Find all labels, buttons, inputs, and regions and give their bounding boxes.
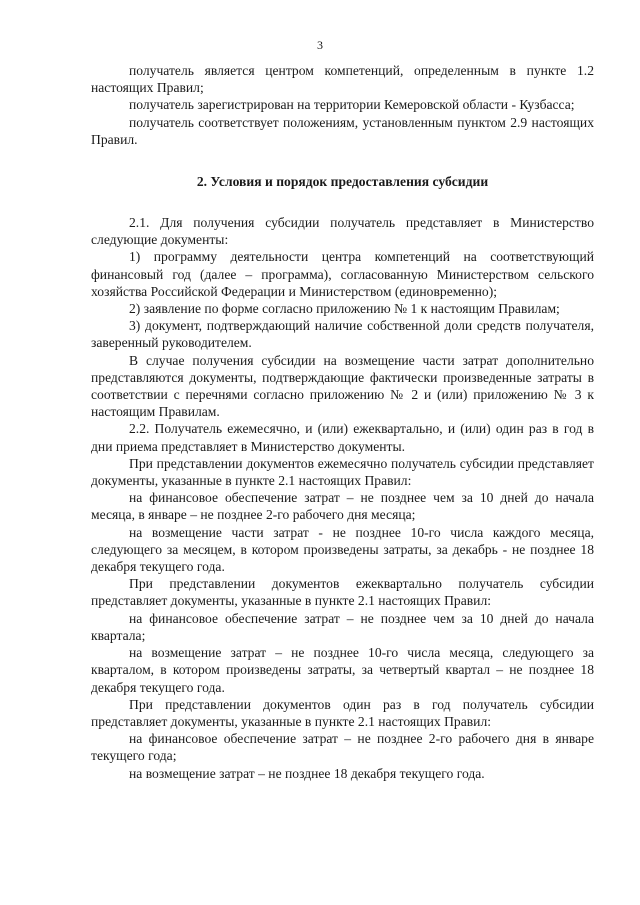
page-number: 3 xyxy=(317,38,323,52)
paragraph-additional-documents: В случае получения субсидии на возмещение части затрат дополнительно представляются документы, подтверждающие фактически произведенные затраты в соответствии с перечнями согласно приложению № 2 и (или) приложению № 3 к настоящим Правилам. xyxy=(91,352,594,420)
paragraph-2-2: 2.2. Получатель ежемесячно, и (или) ежеквартально, и (или) один раз в год в дни приема представляет в Министерство документы. xyxy=(91,421,594,454)
paragraph-2-1: 2.1. Для получения субсидии получатель представляет в Министерство следующие документы: xyxy=(91,215,594,248)
document-body xyxy=(91,62,594,782)
paragraph-yearly-financing: на финансовое обеспечение затрат – не позднее 2-го рабочего дня в январе текущего года; xyxy=(91,731,594,764)
paragraph-quarterly-intro: При представлении документов ежеквартально получатель субсидии представляет документы, указанные в пункте 2.1 настоящих Правил: xyxy=(91,576,594,609)
paragraph-item-1: 1) программу деятельности центра компетенций на соответствующий финансовый год (далее – программа), согласованную Министерством сельского хозяйства Российской Федерации и Министерством (единовременно); xyxy=(91,249,594,299)
paragraph-quarterly-reimbursement: на возмещение затрат – не позднее 10-го числа месяца, следующего за кварталом, в котором произведены затраты, за четвертый квартал – не позднее 18 декабря текущего года. xyxy=(91,645,594,695)
paragraph-recipient-complies: получатель соответствует положениям, установленным пунктом 2.9 настоящих Правил. xyxy=(91,114,594,147)
paragraph-item-3: 3) документ, подтверждающий наличие собственной доли средств получателя, заверенный руководителем. xyxy=(91,318,594,351)
paragraph-yearly-reimbursement: на возмещение затрат – не позднее 18 декабря текущего года. xyxy=(129,765,485,781)
paragraph-monthly-intro: При представлении документов ежемесячно получатель субсидии представляет документы, указанные в пункте 2.1 настоящих Правил: xyxy=(91,455,594,489)
paragraph-recipient-registered: получатель зарегистрирован на территории Кемеровской области - Кузбасса; xyxy=(129,97,575,113)
paragraph-monthly-reimbursement: на возмещение части затрат - не позднее 10-го числа каждого месяца, следующего за месяцем, в котором произведены затраты, за декабрь - не позднее 18 декабря текущего года. xyxy=(91,524,594,575)
paragraph-quarterly-financing: на финансовое обеспечение затрат – не позднее чем за 10 дней до начала квартала; xyxy=(91,610,594,643)
paragraph-item-2: 2) заявление по форме согласно приложению № 1 к настоящим Правилам; xyxy=(129,301,560,317)
section-heading: 2. Условия и порядок предоставления субсидии xyxy=(196,174,489,190)
paragraph-yearly-intro: При представлении документов один раз в год получатель субсидии представляет документы, указанные в пункте 2.1 настоящих Правил: xyxy=(91,696,594,729)
paragraph-recipient-competence-center: получатель является центром компетенций, определенным в пункте 1.2 настоящих Правил; xyxy=(91,63,594,96)
paragraph-monthly-financing: на финансовое обеспечение затрат – не позднее чем за 10 дней до начала месяца, в январе – не позднее 2-го рабочего дня месяца; xyxy=(91,490,594,523)
